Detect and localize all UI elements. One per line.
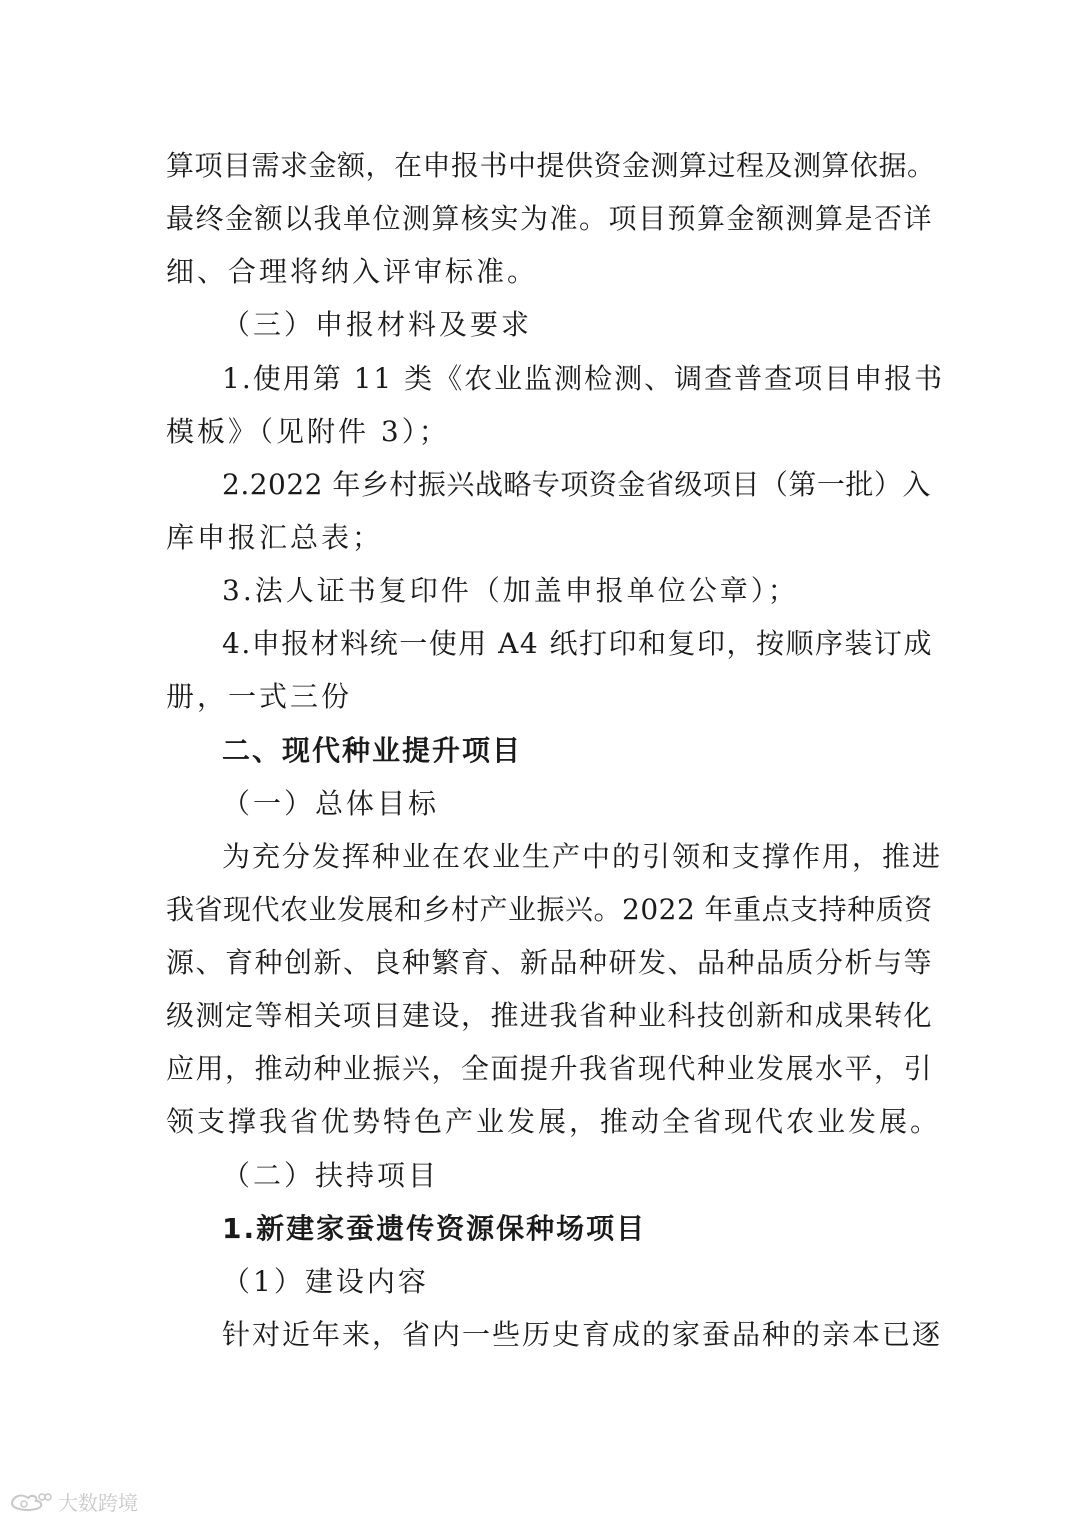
project-heading: 1.新建家蚕遗传资源保种场项目	[222, 1212, 647, 1245]
subsection-heading: （二）扶持项目	[222, 1159, 440, 1192]
paragraph-line: 我省现代农业发展和乡村产业振兴。2022 年重点支持种质资	[166, 893, 933, 926]
list-item: 4.申报材料统一使用 A4 纸打印和复印，按顺序装订成	[222, 627, 934, 660]
list-item-continuation: 库申报汇总表；	[166, 521, 384, 554]
paragraph-line: 源、育种创新、良种繁育、新品种研发、品种品质分析与等	[166, 946, 934, 979]
paragraph-line: 最终金额以我单位测算核实为准。项目预算金额测算是否详	[166, 202, 934, 235]
paragraph-line: 细、合理将纳入评审标准。	[166, 255, 539, 288]
item-heading: （1）建设内容	[222, 1265, 429, 1298]
list-item-continuation: 册，一式三份	[166, 680, 353, 713]
paragraph-line: 级测定等相关项目建设，推进我省种业科技创新和成果转化	[166, 999, 934, 1032]
watermark-text: 大数跨境	[58, 1490, 138, 1515]
list-item-continuation: 模板》（见附件 3）；	[166, 415, 450, 448]
weibo-logo-icon	[8, 1490, 52, 1512]
paragraph-line: 算项目需求金额，在申报书中提供资金测算过程及测算依据。	[166, 149, 936, 182]
subsection-heading: （一）总体目标	[222, 787, 440, 820]
paragraph-line: 领支撑我省优势特色产业发展，推动全省现代农业发展。	[166, 1105, 942, 1138]
list-item: 3.法人证书复印件（加盖申报单位公章）；	[222, 574, 799, 607]
paragraph-line: 为充分发挥种业在农业生产中的引领和支撑作用，推进	[222, 840, 943, 873]
watermark	[8, 1486, 138, 1516]
paragraph-line: 应用，推动种业振兴，全面提升我省现代种业发展水平，引	[166, 1052, 934, 1085]
list-item: 1.使用第 11 类《农业监测检测、调查普查项目申报书	[222, 362, 945, 395]
section-heading: 二、现代种业提升项目	[222, 734, 523, 767]
list-item: 2.2022 年乡村振兴战略专项资金省级项目（第一批）入	[222, 468, 931, 501]
paragraph-line: 针对近年来，省内一些历史育成的家蚕品种的亲本已逐	[222, 1318, 943, 1351]
subsection-heading: （三）申报材料及要求	[222, 308, 533, 341]
